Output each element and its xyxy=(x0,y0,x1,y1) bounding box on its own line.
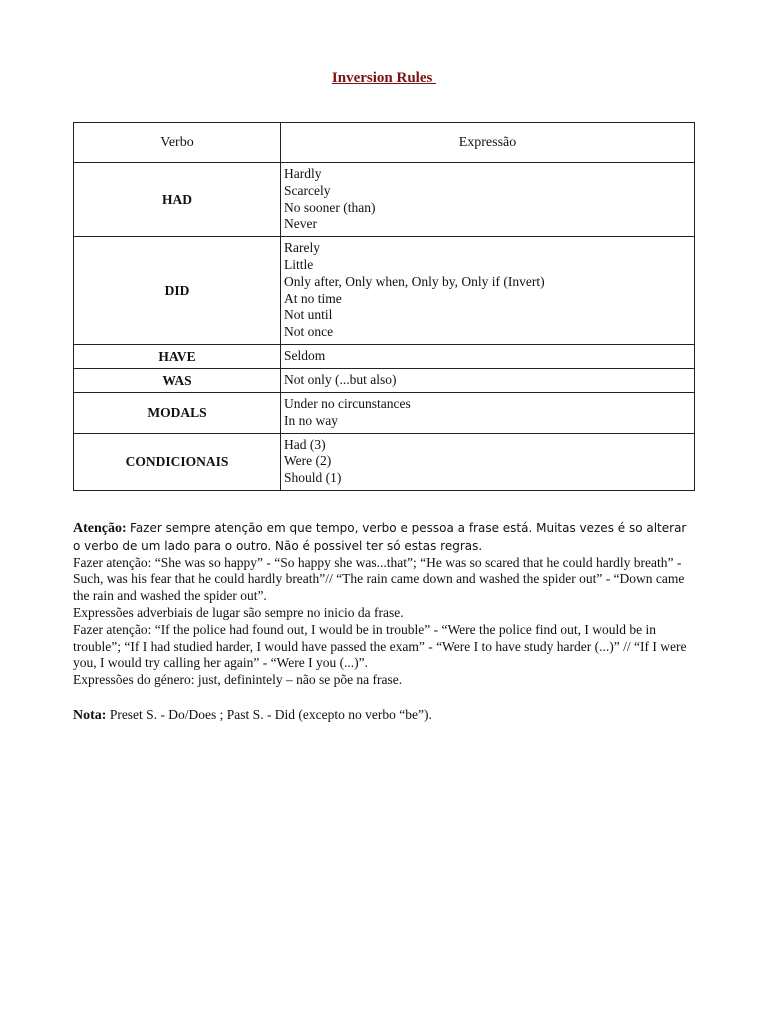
table-header-row xyxy=(74,123,695,163)
inversion-rules-table xyxy=(73,122,695,491)
expression-item: Had (3) xyxy=(284,436,326,452)
expression-item: Rarely xyxy=(284,240,320,256)
expression-item: Not once xyxy=(284,324,334,340)
verb-cell: MODALS xyxy=(74,392,281,433)
nota-label: Nota: xyxy=(73,708,107,723)
atencao-section xyxy=(73,520,695,689)
expression-item: Not until xyxy=(284,307,333,323)
atencao-label: Atenção: xyxy=(73,521,127,536)
expression-item: Little xyxy=(284,257,314,273)
expression-cell xyxy=(281,237,695,345)
nota-text: Preset S. - Do/Does ; Past S. - Did (excepto no verbo “be”). xyxy=(106,707,432,722)
expression-item: Never xyxy=(284,216,317,232)
expression-item: Under no circunstances xyxy=(284,395,411,411)
table-row xyxy=(74,163,695,237)
verb-cell: HAVE xyxy=(74,345,281,369)
document-title: Inversion Rules xyxy=(331,70,437,86)
nota-section xyxy=(73,707,432,724)
table-row xyxy=(74,345,695,369)
expression-item: Hardly xyxy=(284,166,322,181)
expression-item: In no way xyxy=(284,412,338,428)
expression-item: Scarcely xyxy=(284,182,331,198)
expression-cell xyxy=(281,369,695,393)
atencao-example-2: Fazer atenção: “If the police had found out, I would be in trouble” - “Were the police find out, I would be in trouble”; “If I had studied harder, I would have passed the exam” - “Were I to have study harder (...)” // “If I were you, I would try calling her again” - “Were I you (...)”. xyxy=(73,621,687,671)
expression-item: Seldom xyxy=(284,348,326,364)
expression-cell xyxy=(281,392,695,433)
verb-cell: DID xyxy=(74,237,281,345)
expression-cell xyxy=(281,433,695,490)
expression-item: At no time xyxy=(284,290,342,306)
atencao-text: Fazer sempre atenção em que tempo, verbo e pessoa a frase está. Muitas vezes é so alterar o verbo de um lado para o outro. Não é possivel ter só estas regras. xyxy=(73,521,687,553)
table-row xyxy=(74,433,695,490)
expression-item: Should (1) xyxy=(284,470,342,486)
table-row xyxy=(74,237,695,345)
atencao-example-1: Fazer atenção: “She was so happy” - “So happy she was...that”; “He was so scared that he could hardly breath” - Such, was his fear that he could hardly breath”// “The rain came down and washed the spider out” - “Down came the rain and washed the spider out”. xyxy=(73,554,685,604)
expression-item: Were (2) xyxy=(284,453,332,469)
verb-cell: HAD xyxy=(74,163,281,237)
expression-item: No sooner (than) xyxy=(284,199,376,215)
verb-cell: CONDICIONAIS xyxy=(74,433,281,490)
expression-item: Only after, Only when, Only by, Only if (Invert) xyxy=(284,273,545,289)
atencao-adverbial-note: Expressões adverbiais de lugar são sempre no inicio da frase. xyxy=(73,604,404,620)
table-row xyxy=(74,392,695,433)
expression-cell xyxy=(281,163,695,237)
header-verbo: Verbo xyxy=(74,123,281,163)
atencao-genero-note: Expressões do género: just, definintely – não se põe na frase. xyxy=(73,672,403,688)
atencao-paragraph xyxy=(73,520,695,555)
expression-cell xyxy=(281,345,695,369)
table-row xyxy=(74,369,695,393)
expression-item: Not only (...but also) xyxy=(284,372,397,388)
verb-cell: WAS xyxy=(74,369,281,393)
header-expressao: Expressão xyxy=(281,123,695,163)
